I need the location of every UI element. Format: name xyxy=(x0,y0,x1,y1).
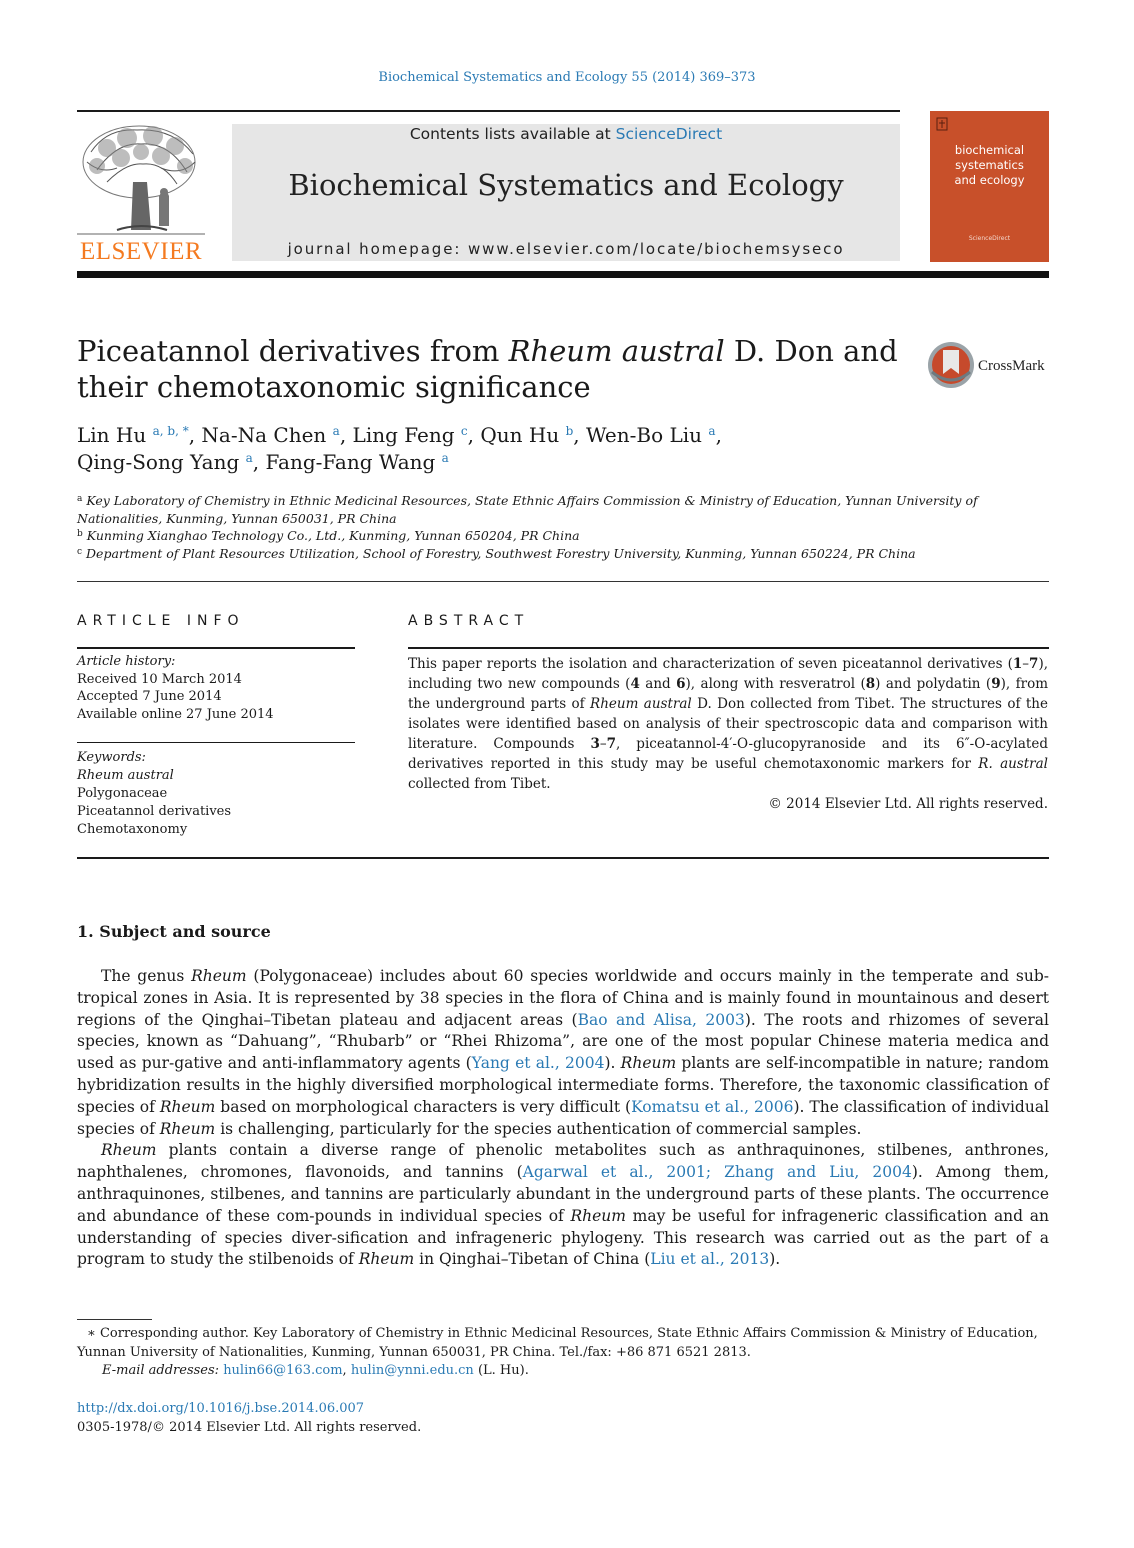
article-info-rule xyxy=(77,647,355,649)
journal-citation[interactable]: Biochemical Systematics and Ecology 55 (2014) 369–373 xyxy=(378,70,756,85)
compound-number: 6 xyxy=(676,676,686,692)
author-affiliation-marker[interactable]: a xyxy=(332,424,340,438)
crossmark-icon xyxy=(926,340,976,390)
email-line: E-mail addresses: hulin66@163.com, hulin@ynni.edu.cn (L. Hu). xyxy=(102,1363,529,1378)
abstract-text: This paper reports the isolation and characterization of seven piceatannol derivatives (1–7), including two new compounds (4 and 6), along with resveratrol (8) and polydatin (9), from the underground parts of Rheum austral D. Don collected from Tibet. The structures of the isolates were identified based on analysis of their spectroscopic data and comparison with literature. Compounds 3–7, piceatannol-4′-O-glucopyranoside and its 6″-O-acylated derivatives reported in this study may be useful chemotaxonomic markers for R. austral collected from Tibet. © 2014 Elsevier Ltd. All rights reserved. xyxy=(408,656,1048,812)
crossmark-label: CrossMark xyxy=(978,358,1045,374)
paragraph: Rheum plants contain a diverse range of phenolic metabolites such as anthraquinones, stilbenes, anthrones, naphthalenes, chromones, flavonoids, and tannins (Agarwal et al., 2001; Zhang and Liu, 2004). Among them, anthraquinones, stilbenes, and tannins are particularly abundant in the underground parts of these plants. The occurrence and abundance of these com-pounds in individual species of Rheum may be useful for infrageneric classification and an understanding of species diver-sification and infrageneric phylogeny. This research was carried out as the part of a program to study the stilbenoids of Rheum in Qinghai–Tibetan of China (Liu et al., 2013). xyxy=(77,1141,1049,1269)
keyword: Polygonaceae xyxy=(77,786,168,801)
author[interactable] xyxy=(77,423,189,447)
author-affiliation-marker[interactable]: c xyxy=(460,424,468,438)
author-affiliation-marker[interactable]: a xyxy=(441,451,449,465)
cover-title xyxy=(930,143,1049,188)
cover-sciencedirect: ScienceDirect xyxy=(968,235,1011,242)
title-text: D. Don and their chemotaxonomic significance xyxy=(77,334,898,404)
author-name: Wen-Bo Liu xyxy=(585,423,703,447)
body-text xyxy=(77,966,1049,1271)
contents-prefix: Contents lists available at xyxy=(409,125,616,143)
email-link[interactable]: hulin66@163.com xyxy=(223,1363,343,1378)
online-date: Available online 27 June 2014 xyxy=(77,706,274,722)
author-name: Lin Hu xyxy=(77,423,147,447)
compound-number: 8 xyxy=(865,676,876,692)
reference-link[interactable]: Bao and Alisa, 2003 xyxy=(577,1010,745,1029)
history-label: Article history: xyxy=(77,654,176,669)
article-title xyxy=(77,333,917,405)
footnote xyxy=(77,1325,1049,1381)
article-info-heading: ARTICLE INFO xyxy=(77,613,245,629)
issn-line: 0305-1978/© 2014 Elsevier Ltd. All rights reserved. xyxy=(77,1419,422,1435)
header-rule xyxy=(77,110,900,112)
compound-number: 7 xyxy=(606,736,616,752)
author[interactable] xyxy=(586,423,716,447)
author-name: Qing-Song Yang xyxy=(77,450,240,474)
abstract-copyright: © 2014 Elsevier Ltd. All rights reserved. xyxy=(768,796,1048,812)
footnote-rule xyxy=(77,1319,152,1320)
keyword: Rheum austral xyxy=(77,768,174,783)
author-name: Ling Feng xyxy=(352,423,455,447)
author[interactable] xyxy=(201,423,339,447)
reference-link[interactable]: Yang et al., 2004 xyxy=(471,1054,605,1073)
keyword: Chemotaxonomy xyxy=(77,822,188,837)
elsevier-wordmark: ELSEVIER xyxy=(79,238,203,265)
affiliation-text: Key Laboratory of Chemistry in Ethnic Medicinal Resources, State Ethnic Affairs Commission & Ministry of Education, Yunnan University of Nationalities, Kunming, Yunnan 650031, PR China xyxy=(77,493,978,526)
author[interactable] xyxy=(266,450,449,474)
article-history xyxy=(77,653,355,723)
cover-elsevier-icon xyxy=(936,117,948,131)
compound-number: 4 xyxy=(630,676,640,692)
author-affiliation-marker[interactable]: b xyxy=(565,424,574,438)
compound-number: 9 xyxy=(991,676,1001,692)
cover-title-line: biochemical xyxy=(954,143,1025,157)
affiliation-text: Kunming Xianghao Technology Co., Ltd., Kunming, Yunnan 650204, PR China xyxy=(86,528,580,543)
journal-homepage[interactable]: journal homepage: www.elsevier.com/locate/biochemsyseco xyxy=(287,240,845,258)
journal-name: Biochemical Systematics and Ecology xyxy=(288,168,844,202)
accepted-date: Accepted 7 June 2014 xyxy=(77,689,222,704)
keywords-rule xyxy=(77,742,355,743)
section-heading: 1. Subject and source xyxy=(77,922,271,941)
doi-link[interactable]: http://dx.doi.org/10.1016/j.bse.2014.06.007 xyxy=(77,1401,365,1416)
email-label: E-mail addresses: xyxy=(102,1363,220,1378)
author-name: Na-Na Chen xyxy=(201,423,327,447)
journal-banner xyxy=(232,124,900,261)
affiliations xyxy=(77,492,1049,562)
abstract-bottom-rule xyxy=(77,857,1049,859)
cover-title-line: and ecology xyxy=(954,173,1025,187)
author-affiliation-marker[interactable]: a, b, * xyxy=(152,424,189,438)
compound-number: 7 xyxy=(1029,656,1039,672)
affiliation xyxy=(77,545,1049,563)
affiliation-rule xyxy=(77,581,1049,582)
author-affiliation-marker[interactable]: a xyxy=(708,424,716,438)
author[interactable] xyxy=(353,423,468,447)
reference-link[interactable]: Liu et al., 2013 xyxy=(650,1250,770,1269)
reference-link[interactable]: Agarwal et al., 2001; Zhang and Liu, 2004 xyxy=(522,1163,912,1182)
affiliation-marker: b xyxy=(77,529,83,539)
author-name: Fang-Fang Wang xyxy=(265,450,436,474)
paragraph: The genus Rheum (Polygonaceae) includes about 60 species worldwide and occurs mainly in the temperate and sub-tropical zones in Asia. It is represented by 38 species in the flora of China and is mainly found in mountainous and desert regions of the Qinghai–Tibetan plateau and adjacent areas (Bao and Alisa, 2003). The roots and rhizomes of several species, known as “Dahuang”, “Rhubarb” or “Rhei Rhizoma”, are one of the most popular Chinese materia medica and used as pur-gative and anti-inflammatory agents (Yang et al., 2004). Rheum plants are self-incompatible in nature; random hybridization results in the highly diversified morphological intermediate forms. Therefore, the taxonomic classification of species of Rheum based on morphological characters is very difficult (Komatsu et al., 2006). The classification of individual species of Rheum is challenging, particularly for the species authentication of commercial samples. xyxy=(77,967,1050,1138)
keyword: Piceatannol derivatives xyxy=(77,804,232,819)
reference-link[interactable]: Komatsu et al., 2006 xyxy=(631,1097,794,1116)
elsevier-logo[interactable] xyxy=(77,122,205,264)
crossmark-badge[interactable] xyxy=(926,340,1050,390)
compound-number: 3 xyxy=(590,736,600,752)
keywords-label: Keywords: xyxy=(77,750,146,765)
affiliation-marker: a xyxy=(77,494,83,504)
author[interactable] xyxy=(77,450,253,474)
title-text: Piceatannol derivatives from xyxy=(77,334,509,368)
doi-block xyxy=(77,1400,421,1437)
received-date: Received 10 March 2014 xyxy=(77,671,242,687)
journal-cover[interactable] xyxy=(930,111,1049,262)
title-species: Rheum austral xyxy=(508,334,725,368)
affiliation-marker: c xyxy=(77,546,83,557)
abstract-heading: ABSTRACT xyxy=(408,613,530,629)
sciencedirect-link[interactable]: ScienceDirect xyxy=(615,125,723,143)
affiliation-text: Department of Plant Resources Utilization, School of Forestry, Southwest Forestry University, Kunming, Yunnan 650224, PR China xyxy=(86,545,916,561)
author-affiliation-marker[interactable]: a xyxy=(245,451,253,465)
contents-line xyxy=(232,125,900,143)
affiliation xyxy=(77,527,1049,545)
cover-title-line: systematics xyxy=(955,158,1024,172)
compound-number: 1 xyxy=(1012,656,1023,672)
affiliation xyxy=(77,492,1049,527)
elsevier-tree-icon xyxy=(77,122,205,240)
author[interactable] xyxy=(480,423,573,447)
abstract-rule xyxy=(408,647,1049,649)
email-link[interactable]: hulin@ynni.edu.cn xyxy=(350,1363,474,1378)
author-name: Qun Hu xyxy=(480,423,560,447)
corresponding-author-note: ∗ Corresponding author. Key Laboratory of Chemistry in Ethnic Medicinal Resources, State Ethnic Affairs Commission & Ministry of Education, Yunnan University of Nationalities, Kunming, Yunnan 650031, PR China. Tel./fax: +86 871 6521 2813. xyxy=(77,1326,1038,1360)
keywords xyxy=(77,749,355,839)
author-list: Lin Hu $^{a, b, *}$, Na-Na Chen $^a$, Ling Feng $^c$, Qun Hu $^b$, Wen-Bo Liu $^a$, Qing-Song Yang $^a$, Fang-Fang Wang $^a$ xyxy=(77,423,722,474)
banner-bottom-rule xyxy=(77,271,1049,278)
